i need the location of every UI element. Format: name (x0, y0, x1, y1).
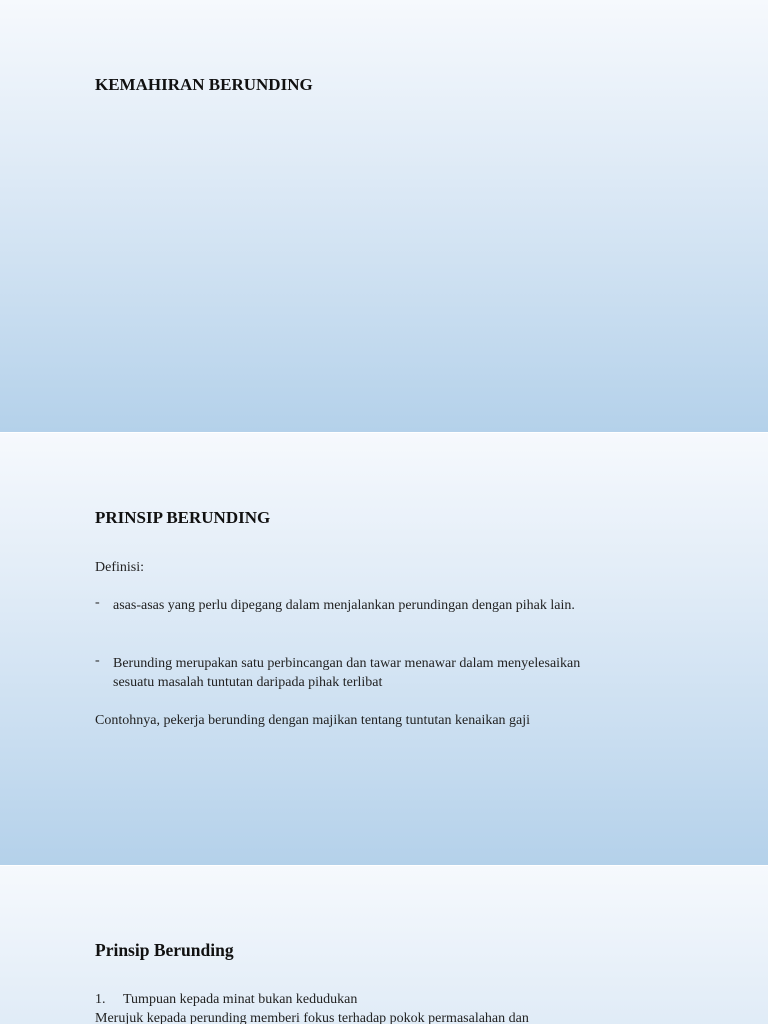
slide-title: PRINSIP BERUNDING (95, 508, 271, 527)
slide-1 (0, 0, 768, 432)
slide-title: KEMAHIRAN BERUNDING (95, 75, 313, 94)
slide-3 (0, 866, 768, 1024)
list-item (95, 596, 603, 615)
bullet-text: asas-asas yang perlu dipegang dalam menjalankan perundingan dengan pihak lain. (113, 598, 575, 613)
slide-2 (0, 433, 768, 865)
slide-title: Prinsip Berunding (95, 940, 234, 960)
list-item-text: Tumpuan kepada minat bukan kedudukan (123, 992, 358, 1007)
list-number: 1. (95, 992, 106, 1007)
example-text: Contohnya, pekerja berunding dengan majikan tentang tuntutan kenaikan gaji (95, 713, 531, 728)
list-item (95, 654, 603, 692)
description-text: Merujuk kepada perunding memberi fokus terhadap pokok permasalahan dan (95, 1011, 529, 1024)
definition-label: Definisi: (95, 560, 144, 575)
bullet-marker: - (95, 595, 100, 610)
list-item (95, 990, 357, 1009)
bullet-marker: - (95, 653, 100, 668)
bullet-text: Berunding merupakan satu perbincangan dan tawar menawar dalam menyelesaikan sesuatu masalah tuntutan daripada pihak terlibat (113, 656, 581, 690)
